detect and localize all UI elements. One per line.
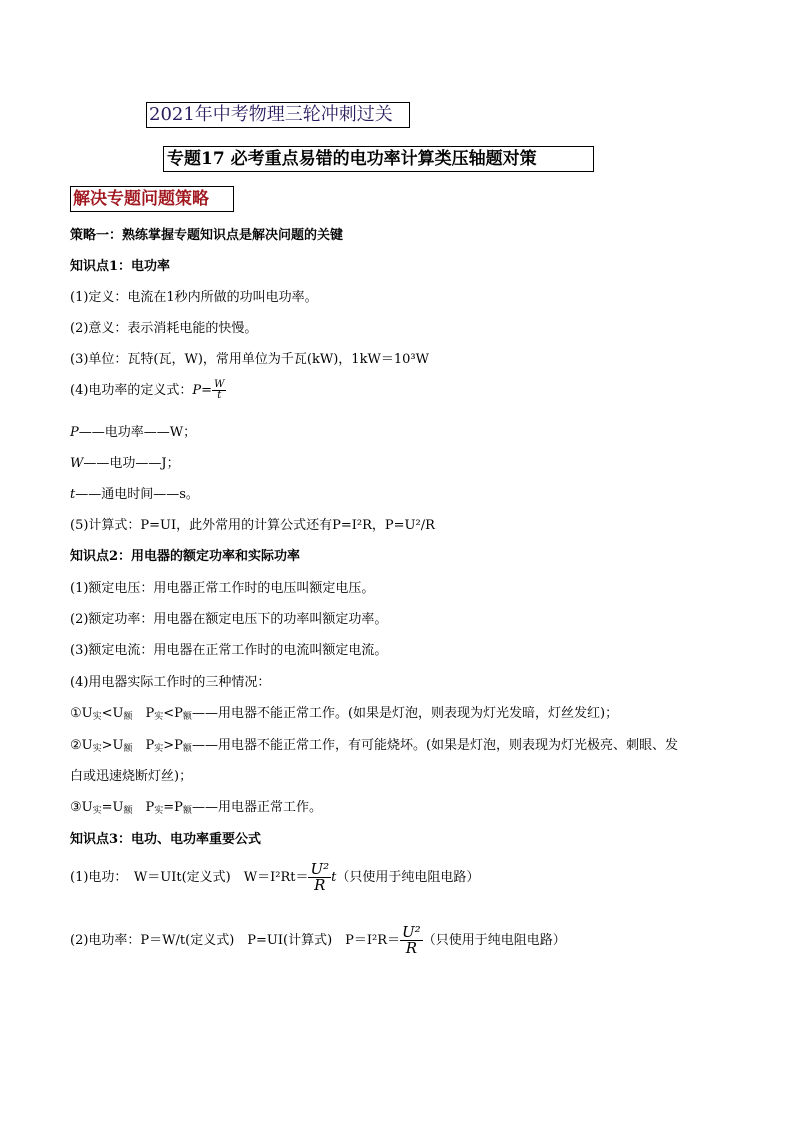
subscript: 实 (154, 744, 164, 754)
case-text: ——用电器不能正常工作，有可能烧坏。(如果是灯泡，则表现为灯光极亮、刺眼、发 (191, 738, 679, 753)
kp2-case-1 (70, 705, 618, 726)
section-heading: 解决专题问题策略 (70, 186, 234, 212)
case-text: =U (101, 800, 124, 815)
subscript: 实 (92, 806, 102, 816)
formula-fraction (308, 862, 331, 893)
fraction-numerator: U² (310, 860, 330, 878)
fraction-denominator: R (405, 939, 417, 957)
case-text: ——用电器不能正常工作。(如果是灯泡，则表现为灯光发暗，灯丝发红)； (191, 706, 619, 721)
kp2-heading: 知识点2：用电器的额定功率和实际功率 (70, 549, 301, 564)
subscript: 额 (123, 806, 133, 816)
kp3-power-formula (70, 925, 566, 956)
subscript: 实 (92, 712, 102, 722)
symbol-w: W (70, 456, 84, 471)
formula-note: （只使用于纯电阻电路） (336, 870, 480, 885)
case-text: ①U (70, 706, 93, 721)
subscript: 实 (92, 744, 102, 754)
def-t-text: ——通电时间——s。 (75, 487, 199, 502)
case-text: ③U (70, 800, 93, 815)
case-text: >P (163, 738, 183, 753)
case-text: ②U (70, 738, 93, 753)
case-text: P (132, 706, 155, 721)
kp1-unit: (3)单位：瓦特(瓦，W)，常用单位为千瓦(kW)，1kW＝10³W (70, 352, 429, 367)
fraction-denominator: R (314, 876, 326, 894)
kp1-definition: (1)定义：电流在1秒内所做的功叫电功率。 (70, 290, 318, 305)
kp1-meaning: (2)意义：表示消耗电能的快慢。 (70, 321, 258, 336)
formula-fraction (400, 925, 423, 956)
kp2-case-2-continued: 白或迅速烧断灯丝)； (70, 769, 193, 784)
kp3-work-formula (70, 862, 479, 893)
formula-fraction (212, 380, 226, 401)
kp2-rated-voltage: (1)额定电压：用电器正常工作时的电压叫额定电压。 (70, 581, 375, 596)
subscript: 额 (182, 806, 192, 816)
fraction-numerator: U² (402, 923, 421, 941)
kp1-def-formula (70, 380, 226, 401)
case-text: <P (163, 706, 183, 721)
fraction-denominator: t (217, 390, 222, 401)
kp1-def-w (70, 455, 180, 473)
symbol-p: P (70, 425, 79, 440)
strategy-heading: 策略一：熟练掌握专题知识点是解决问题的关键 (70, 228, 344, 243)
kp2-cases-intro: (4)用电器实际工作时的三种情况： (70, 675, 271, 690)
subscript: 额 (182, 712, 192, 722)
case-text: <U (101, 706, 124, 721)
fraction-numerator: W (214, 379, 225, 390)
subscript: 额 (182, 744, 192, 754)
subscript: 额 (123, 744, 133, 754)
case-text: ——用电器正常工作。 (191, 800, 322, 815)
symbol-t: t (331, 870, 337, 885)
subscript: 额 (123, 712, 133, 722)
formula-text: (1)电功： W＝UIt(定义式) W＝I²Rt＝ (70, 870, 309, 885)
formula-p: P (192, 383, 202, 398)
def-w-text: ——电功——J； (83, 456, 180, 471)
kp1-def-t (70, 486, 199, 504)
kp2-rated-current: (3)额定电流：用电器在正常工作时的电流叫额定电流。 (70, 643, 388, 658)
kp2-case-2 (70, 737, 678, 758)
symbol-t: t (70, 487, 76, 502)
formula-note: （只使用于纯电阻电路） (422, 933, 566, 948)
subscript: 实 (154, 712, 164, 722)
formula-text: (2)电功率：P＝W/t(定义式) P=UI(计算式) P＝I²R＝ (70, 933, 401, 948)
formula-equals: = (201, 383, 213, 398)
kp1-heading: 知识点1：电功率 (70, 259, 171, 274)
kp1-def-p (70, 424, 196, 442)
def-p-text: ——电功率——W； (78, 425, 197, 440)
case-text: =P (163, 800, 183, 815)
topic-title: 专题17 必考重点易错的电功率计算类压轴题对策 (163, 146, 594, 172)
kp2-rated-power: (2)额定功率：用电器在额定电压下的功率叫额定功率。 (70, 612, 388, 627)
case-text: P (132, 800, 155, 815)
subscript: 实 (154, 806, 164, 816)
kp1-calc-formula: (5)计算式：P=UI，此外常用的计算公式还有P=I²R，P=U²/R (70, 518, 435, 533)
kp2-case-3 (70, 799, 322, 820)
kp1-def-formula-label: (4)电功率的定义式： (70, 383, 193, 398)
case-text: P (132, 738, 155, 753)
kp3-heading: 知识点3：电功、电功率重要公式 (70, 832, 262, 847)
document-title: 2021年中考物理三轮冲刺过关 (146, 102, 410, 128)
case-text: >U (101, 738, 124, 753)
